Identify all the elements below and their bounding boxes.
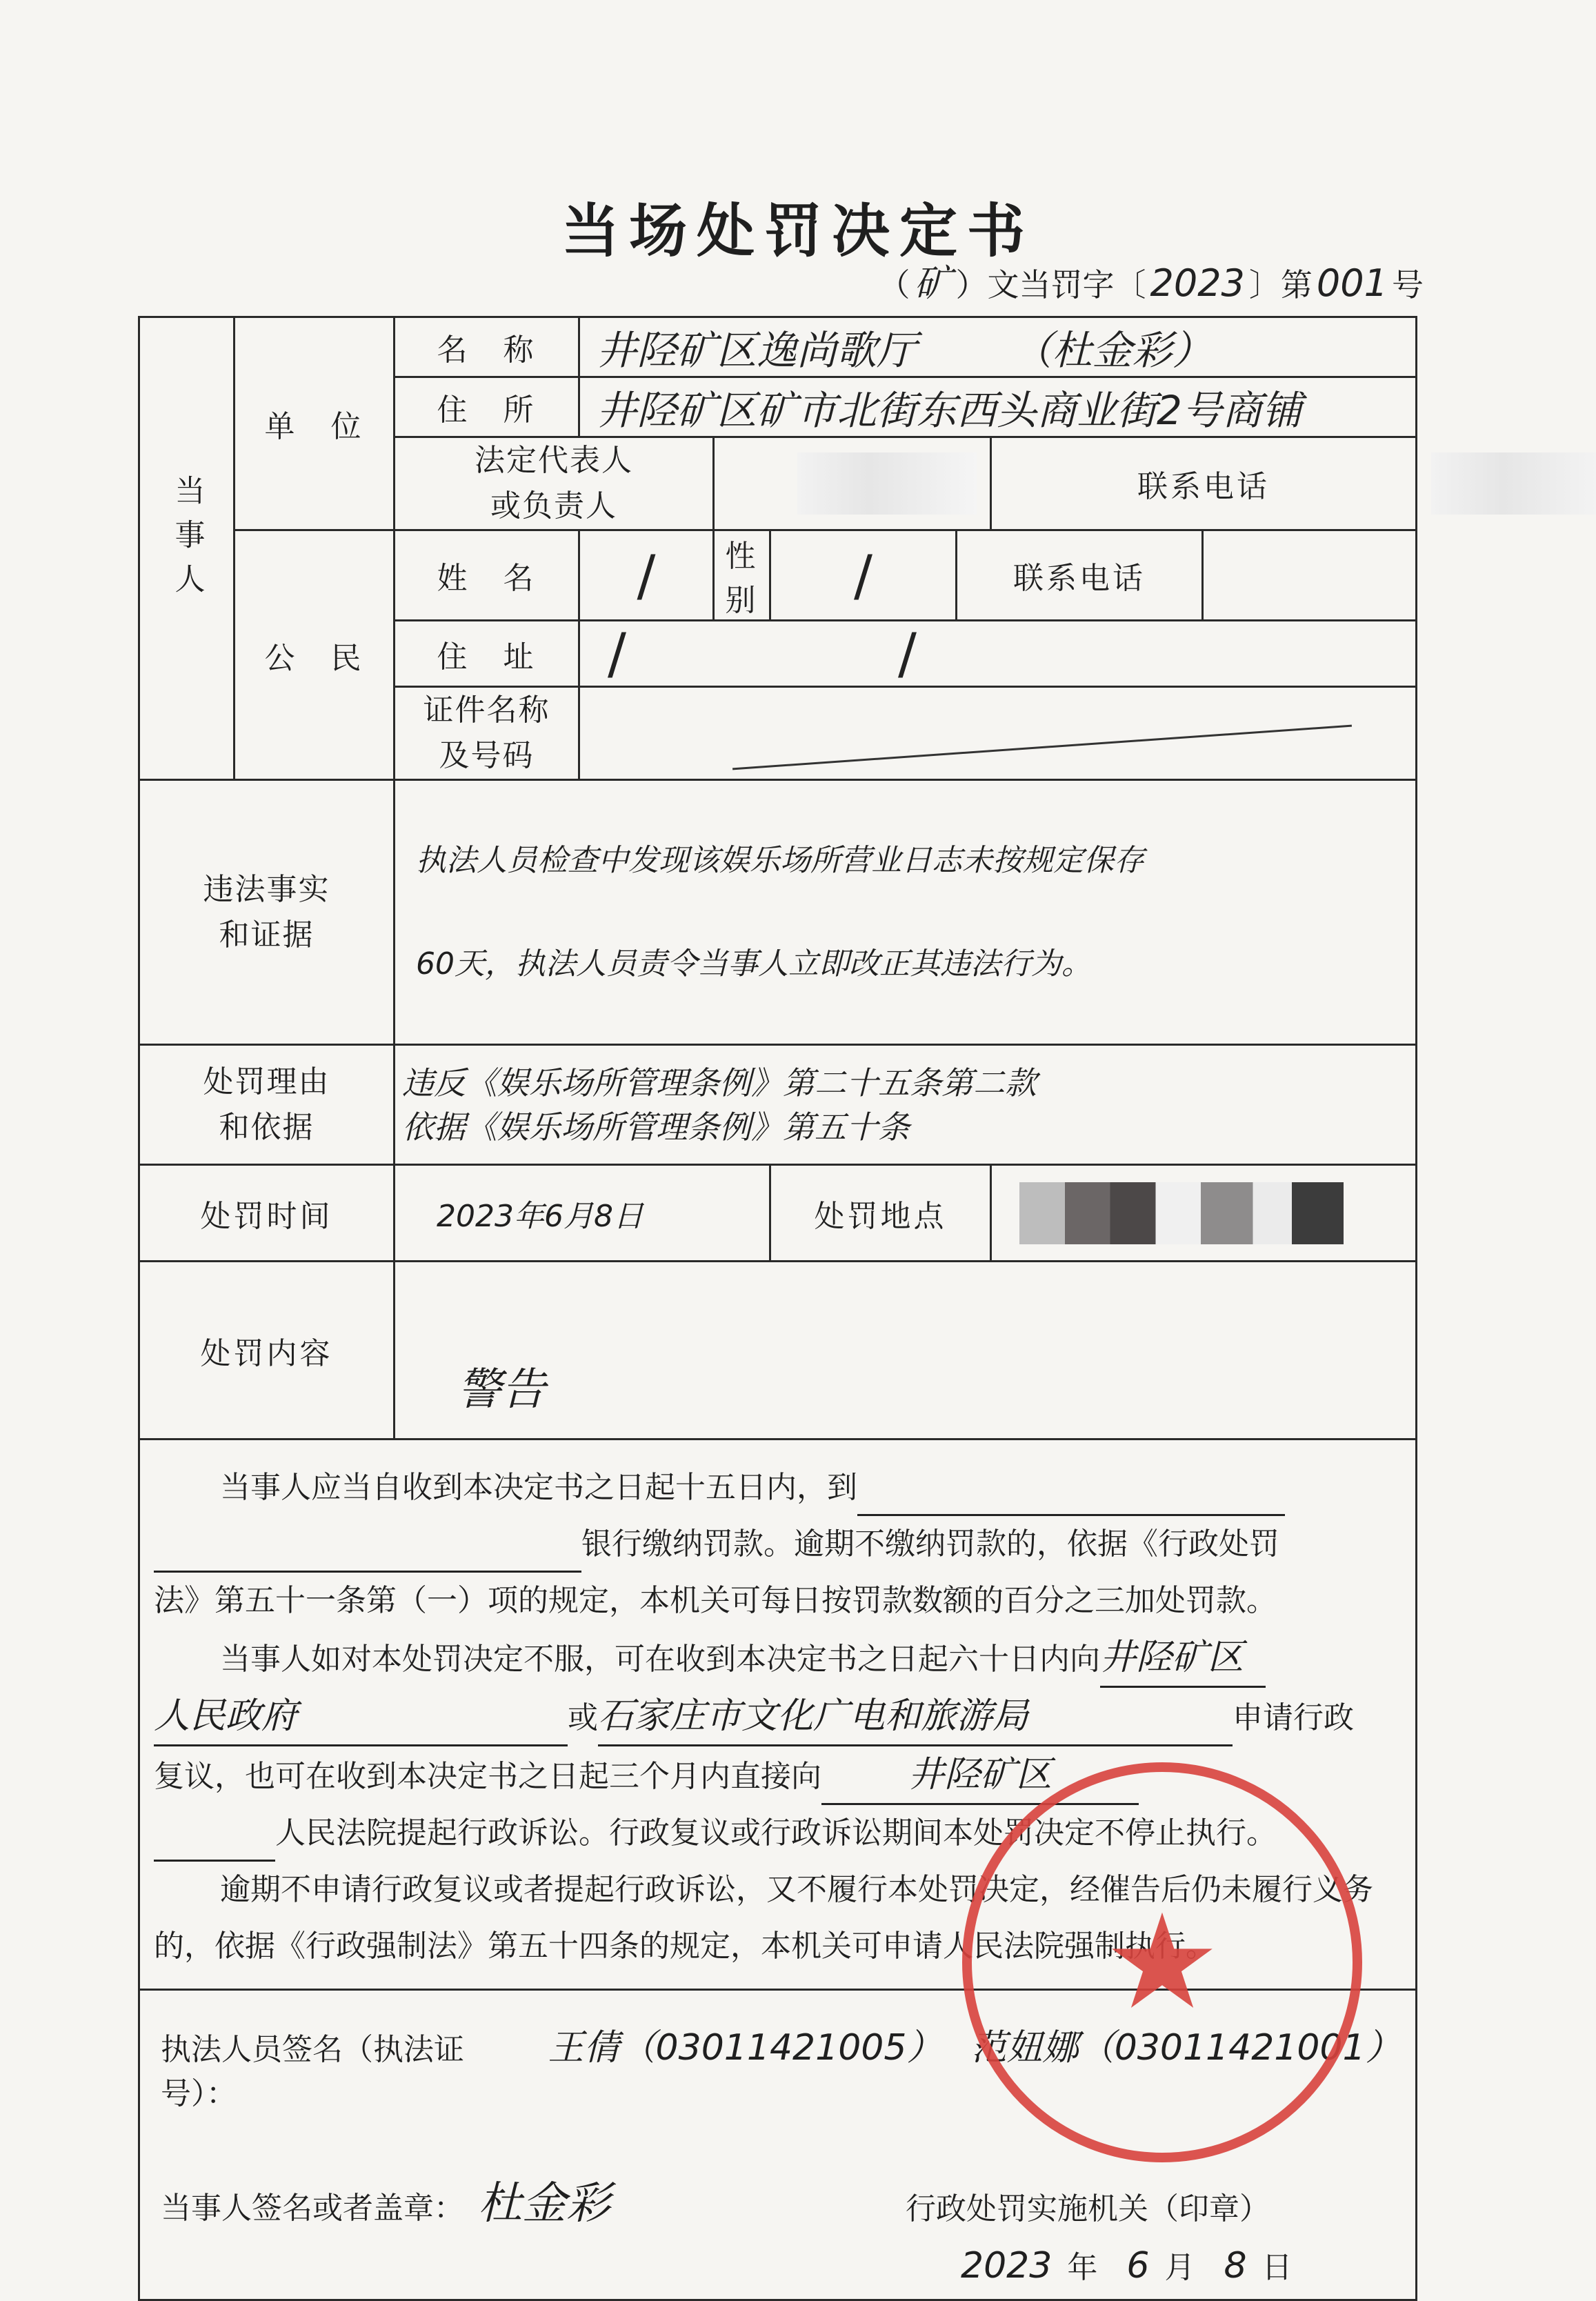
redacted-place (1019, 1182, 1344, 1244)
docno-suffix: 号 (1392, 266, 1424, 303)
docno-open: （ (878, 266, 910, 303)
facts-value: 执法人员检查中发现该娱乐场所营业日志未按规定保存 60天，执法人员责令当事人立即改正其违法行为。 (395, 780, 1417, 1045)
reason-value: 违反《娱乐场所管理条例》第二十五条第二款 依据《娱乐场所管理条例》第五十条 (395, 1045, 1417, 1165)
notice-p3: 逾期不申请行政复议或者提起行政诉讼，又不履行本处罚决定，经催告后仍未履行义务的，依据《行政强制法》第五十四条的规定，本机关可申请人民法院强制执行。 (154, 1872, 1373, 1964)
time-label: 处罚时间 (139, 1165, 395, 1262)
party-side-label: 当事人 (139, 317, 235, 780)
docno-year: 2023 (1150, 261, 1245, 305)
unit-phone-label: 联系电话 (991, 437, 1417, 530)
citizen-id-strike (732, 724, 1352, 770)
unit-address-value: 井陉矿区矿市北街东西头商业街2号商铺 (579, 377, 1417, 437)
unit-name-label: 名 称 (395, 317, 579, 377)
officer-2: 范妞娜（03011421001） (970, 2027, 1402, 2069)
officer-label: 执法人员签名（执法证号）： (161, 2032, 464, 2111)
unit-name-value (579, 317, 1417, 377)
docno-mid: ）文当罚字〔 (955, 266, 1146, 303)
notice-p1: 当事人应当自收到本决定书之日起十五日内，到 银行缴纳罚款。逾期不缴纳罚款的，依据《行政处罚 法》第五十一条第（一）项的规定，本机关可每日按罚款数额的百分之三加处罚款。 (154, 1460, 1402, 1629)
document-number (878, 254, 1424, 307)
unit-label: 单 位 (235, 317, 395, 530)
redacted-phone (1431, 452, 1596, 515)
citizen-address-value: / / (579, 621, 1417, 687)
star-icon: ★ (1103, 1886, 1221, 2038)
officer-1: 王倩（03011421005） (548, 2027, 943, 2069)
facts-label: 违法事实 和证据 (139, 780, 395, 1045)
citizen-phone-value (1203, 530, 1417, 621)
docno-num: 001 (1316, 261, 1388, 305)
org-label: 行政处罚实施机关（印章） (906, 2191, 1270, 2227)
representative-value (714, 437, 991, 530)
citizen-id-value (579, 687, 1417, 780)
docno-mid2: 〕第 (1248, 266, 1313, 303)
notice-p2: 当事人如对本处罚决定不服，可在收到本决定书之日起六十日内向井陉矿区 人民政府 或石家庄市文化广电和旅游局 申请行政 复议，也可在收到本决定书之日起三个月内直接向 井陉矿区 人民法院提起行政诉讼。行政复议或行政诉讼期间本处罚决定不停止执行。 (154, 1629, 1402, 1862)
content-value: 警告 (395, 1262, 1417, 1440)
party-signature: 杜金彩 (478, 2178, 610, 2229)
unit-address-label: 住 所 (395, 377, 579, 437)
redacted-representative (797, 452, 977, 515)
place-label: 处罚地点 (770, 1165, 991, 1262)
time-value: 2023年6月8日 (395, 1165, 770, 1262)
sign-date: 2023 年 6 月 8 日 (961, 2245, 1293, 2287)
party-sign-label: 当事人签名或者盖章： (161, 2191, 464, 2226)
docno-prefix: 矿 (914, 261, 952, 305)
place-value (991, 1165, 1417, 1262)
citizen-id-label: 证件名称 及号码 (395, 687, 579, 780)
citizen-gender-label: 性 别 (714, 530, 770, 621)
reason-label: 处罚理由 和依据 (139, 1045, 395, 1165)
unit-name-text: 井陉矿区逸尚歌厅 (597, 327, 917, 374)
citizen-name-label: 姓 名 (395, 530, 579, 621)
representative-label: 法定代表人 或负责人 (395, 437, 714, 530)
document-title: 当场处罚决定书 (561, 197, 1035, 265)
unit-name-note: （杜金彩） (1012, 327, 1213, 374)
content-label: 处罚内容 (139, 1262, 395, 1440)
citizen-label: 公 民 (235, 530, 395, 780)
official-seal (962, 1762, 1362, 2162)
citizen-gender-value: / (770, 530, 957, 621)
citizen-name-value: / (579, 530, 714, 621)
citizen-phone-label: 联系电话 (957, 530, 1203, 621)
citizen-address-label: 住 址 (395, 621, 579, 687)
